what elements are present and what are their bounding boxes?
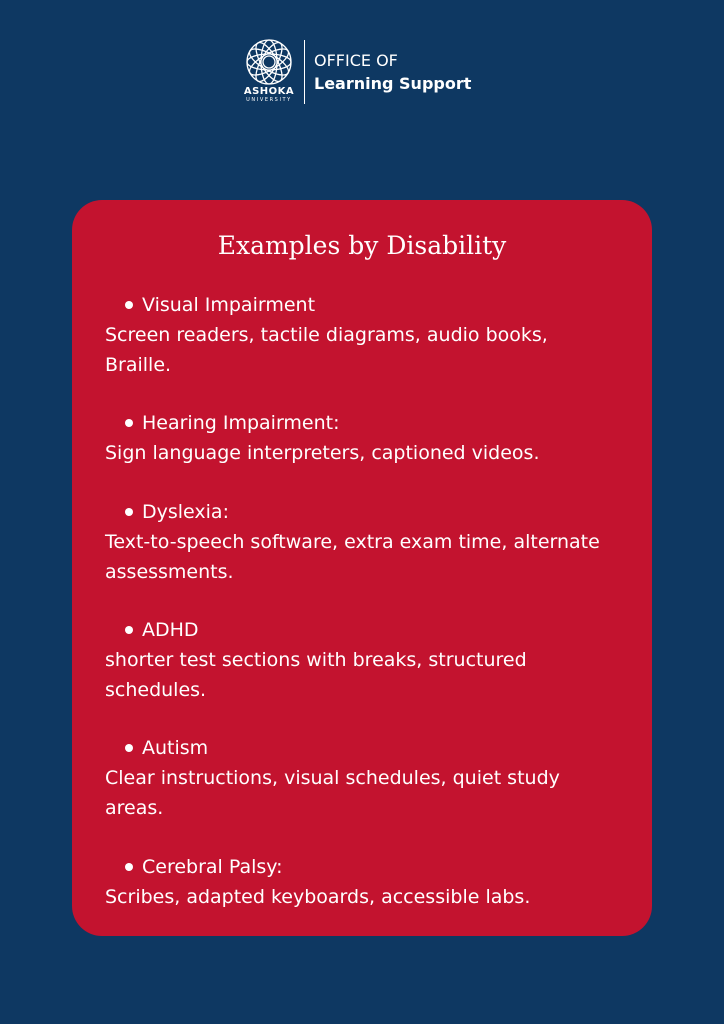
item-heading-wrapper: [105, 497, 635, 527]
item-heading-wrapper: [105, 615, 635, 645]
bullet-dot-icon: [125, 863, 133, 871]
header: [240, 38, 500, 108]
item-heading-wrapper: [105, 852, 635, 882]
logo-name: ASHOKA: [243, 86, 295, 97]
bullet-dot-icon: [125, 626, 133, 634]
item-description: Text-to-speech software, extra exam time, alternate assessments.: [105, 531, 600, 583]
item-description: shorter test sections with breaks, structured schedules.: [105, 649, 527, 701]
logo-subtitle: UNIVERSITY: [246, 97, 292, 103]
item-heading-wrapper: [105, 408, 635, 438]
header-divider: [304, 40, 305, 104]
examples-card: [72, 200, 652, 936]
item-description: Sign language interpreters, captioned videos.: [105, 442, 540, 464]
office-label: OFFICE OF: [314, 51, 398, 70]
ashoka-spiral-logo-icon: [245, 38, 293, 86]
item-heading: Visual Impairment: [142, 294, 316, 316]
item-heading: Hearing Impairment:: [142, 412, 340, 434]
item-heading-wrapper: [105, 290, 635, 320]
list-item-dyslexia: [105, 497, 635, 587]
list-item-cerebral-palsy: [105, 852, 635, 912]
list-item-autism: [105, 733, 635, 823]
item-description: Scribes, adapted keyboards, accessible labs.: [105, 886, 531, 908]
bullet-dot-icon: [125, 419, 133, 427]
item-heading: Cerebral Palsy:: [142, 856, 283, 878]
list-item-adhd: [105, 615, 635, 705]
ashoka-logo: [240, 38, 298, 108]
list-item-hearing-impairment: [105, 408, 635, 468]
bullet-dot-icon: [125, 508, 133, 516]
item-heading: Dyslexia:: [142, 501, 229, 523]
card-title: Examples by Disability: [217, 231, 507, 260]
list-item-visual-impairment: [105, 290, 635, 380]
bullet-dot-icon: [125, 744, 133, 752]
item-heading-wrapper: [105, 733, 635, 763]
item-description: Clear instructions, visual schedules, quiet study areas.: [105, 767, 560, 819]
office-name: Learning Support: [314, 74, 472, 93]
item-heading: Autism: [142, 737, 209, 759]
bullet-dot-icon: [125, 301, 133, 309]
item-heading: ADHD: [142, 619, 199, 641]
item-description: Screen readers, tactile diagrams, audio books, Braille.: [105, 324, 548, 376]
